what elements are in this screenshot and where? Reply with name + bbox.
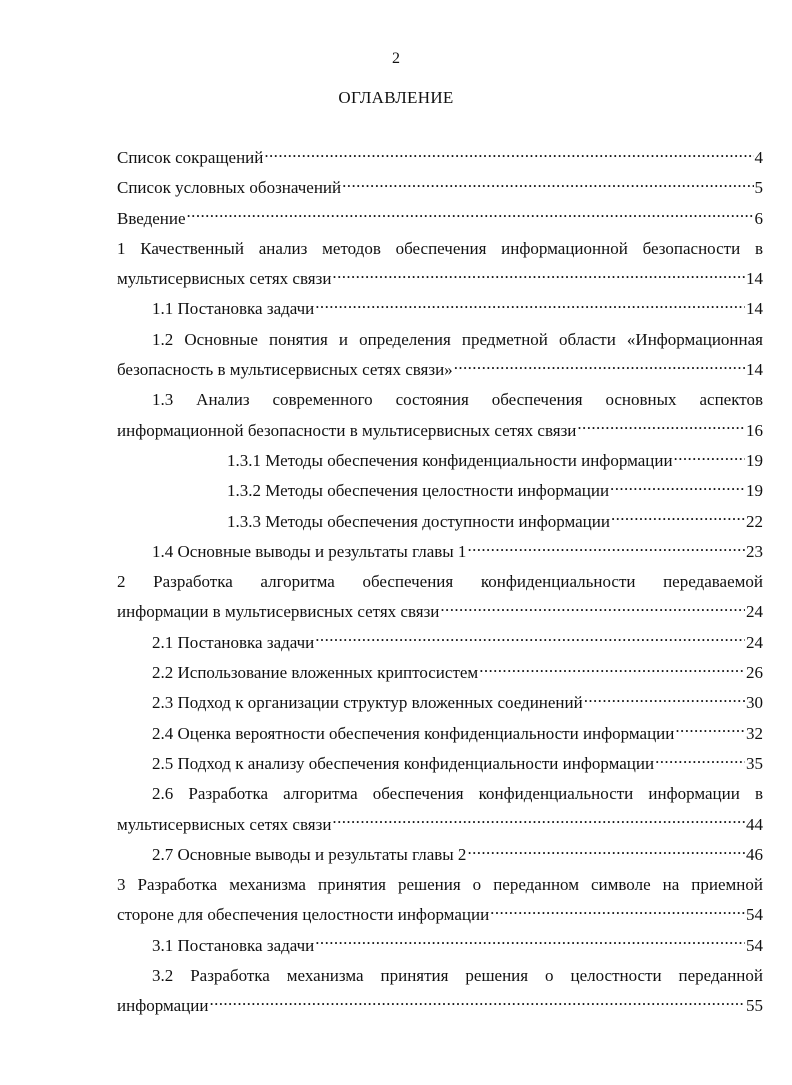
toc-entry-text-cont: безопасность в мультисервисных сетях связи» [117,360,453,380]
toc-entry-text: 3.1 Постановка задачи [152,935,315,955]
toc-entry-1-3-3[interactable] [117,507,763,537]
toc-page-number: 32 [746,723,763,743]
toc-page-number: 30 [746,693,763,713]
toc-entry-chapter-1[interactable] [117,234,763,295]
toc-entry-text-cont: информации [117,996,209,1016]
toc-entry-2-3[interactable] [117,688,763,718]
toc-entry-text: 2.7 Основные выводы и результаты главы 2 [152,844,467,864]
dot-leader [674,449,745,466]
toc-entry-text: 2.2 Использование вложенных криптосистем [152,663,479,683]
toc-page-number: 16 [746,420,763,440]
toc-entry-text: 2.4 Оценка вероятности обеспечения конфиденциальности информации [152,723,675,743]
toc-entry-2-7[interactable] [117,840,763,870]
toc-page-number: 5 [754,178,763,198]
dot-leader [440,600,745,617]
toc-page-number: 19 [746,450,763,470]
page-number: 2 [392,50,400,67]
toc-page-number: 14 [746,299,763,319]
toc-page-number: 19 [746,481,763,501]
toc-page-number: 14 [746,360,763,380]
toc-entry-3-2[interactable] [117,961,763,1022]
dot-leader [264,146,753,163]
dot-leader [315,934,745,951]
toc-entry-text-cont: информации в мультисервисных сетях связи [117,602,440,622]
toc-entry-1-3-2[interactable] [117,476,763,506]
toc-entry-text: 1.3.2 Методы обеспечения целостности информации [227,481,610,501]
toc-entry-chapter-2[interactable] [117,567,763,628]
toc-entry-text-cont: стороне для обеспечения целостности информации [117,905,490,925]
toc-page-number: 54 [746,935,763,955]
toc-page-number: 54 [746,905,763,925]
toc-entry-text: 1.3 Анализ современного состояния обеспечения основных аспектов [152,390,763,410]
toc-entry-text-cont: мультисервисных сетях связи [117,814,332,834]
toc-entry-text: 1.3.1 Методы обеспечения конфиденциальности информации [227,450,673,470]
toc-entry-text: 1.3.3 Методы обеспечения доступности информации [227,511,610,531]
dot-leader [467,843,745,860]
toc-entry-2-4[interactable] [117,719,763,749]
dot-leader [479,661,745,678]
toc-entry-text: 1.4 Основные выводы и результаты главы 1 [152,541,467,561]
dot-leader [315,297,745,314]
dot-leader [675,722,745,739]
table-of-contents [117,143,763,1022]
toc-page-number: 35 [746,753,763,773]
toc-entry-3-1[interactable] [117,931,763,961]
dot-leader [209,994,745,1011]
toc-entry-text-cont: мультисервисных сетях связи [117,269,332,289]
toc-page-number: 26 [746,663,763,683]
dot-leader [584,691,745,708]
toc-entry-text: 2.6 Разработка алгоритма обеспечения конфиденциальности информации в [152,784,763,804]
toc-entry-text: Введение [117,208,186,228]
toc-entry-text-cont: информационной безопасности в мультисервисных сетях связи [117,420,577,440]
toc-entry-text: Список сокращений [117,148,264,167]
toc-entry-text: 1.1 Постановка задачи [152,299,315,319]
toc-entry-abbreviations[interactable] [117,143,763,173]
toc-page-number: 4 [754,148,763,167]
dot-leader [490,903,745,920]
dot-leader [187,207,754,224]
toc-entry-text: 2 Разработка алгоритма обеспечения конфиденциальности передаваемой [117,572,763,592]
toc-entry-1-3[interactable] [117,385,763,446]
toc-page-number: 22 [746,511,763,531]
dot-leader [315,631,745,648]
toc-entry-1-4[interactable] [117,537,763,567]
dot-leader [610,479,745,496]
dot-leader [611,510,745,527]
toc-entry-text: 2.5 Подход к анализу обеспечения конфиденциальности информации [152,753,655,773]
toc-entry-text: 3.2 Разработка механизма принятия решения о целостности переданной [152,966,763,986]
toc-page-number: 6 [754,208,763,228]
toc-entry-introduction[interactable] [117,204,763,234]
toc-page-number: 44 [746,814,763,834]
dot-leader [342,176,753,193]
toc-entry-1-3-1[interactable] [117,446,763,476]
toc-entry-1-1[interactable] [117,294,763,324]
toc-page-number: 55 [746,996,763,1016]
dot-leader [655,752,745,769]
toc-entry-text: 2.1 Постановка задачи [152,632,315,652]
dot-leader [577,419,745,436]
toc-entry-chapter-3[interactable] [117,870,763,931]
toc-page-number: 23 [746,541,763,561]
toc-entry-1-2[interactable] [117,325,763,386]
toc-entry-text: 3 Разработка механизма принятия решения о переданном символе на приемной [117,875,763,895]
toc-entry-text: 2.3 Подход к организации структур вложенных соединений [152,693,583,713]
toc-entry-text: 1 Качественный анализ методов обеспечения информационной безопасности в [117,238,763,258]
dot-leader [332,267,745,284]
dot-leader [454,358,745,375]
toc-entry-2-1[interactable] [117,628,763,658]
toc-entry-symbols[interactable] [117,173,763,203]
toc-page-number: 46 [746,844,763,864]
toc-page-number: 24 [746,602,763,622]
toc-entry-2-5[interactable] [117,749,763,779]
dot-leader [467,540,745,557]
toc-entry-2-6[interactable] [117,779,763,840]
toc-title: ОГЛАВЛЕНИЕ [338,88,454,107]
toc-page-number: 14 [746,269,763,289]
toc-entry-text: Список условных обозначений [117,178,342,198]
dot-leader [332,813,745,830]
toc-entry-2-2[interactable] [117,658,763,688]
toc-page-number: 24 [746,632,763,652]
toc-entry-text: 1.2 Основные понятия и определения предметной области «Информационная [152,329,763,349]
